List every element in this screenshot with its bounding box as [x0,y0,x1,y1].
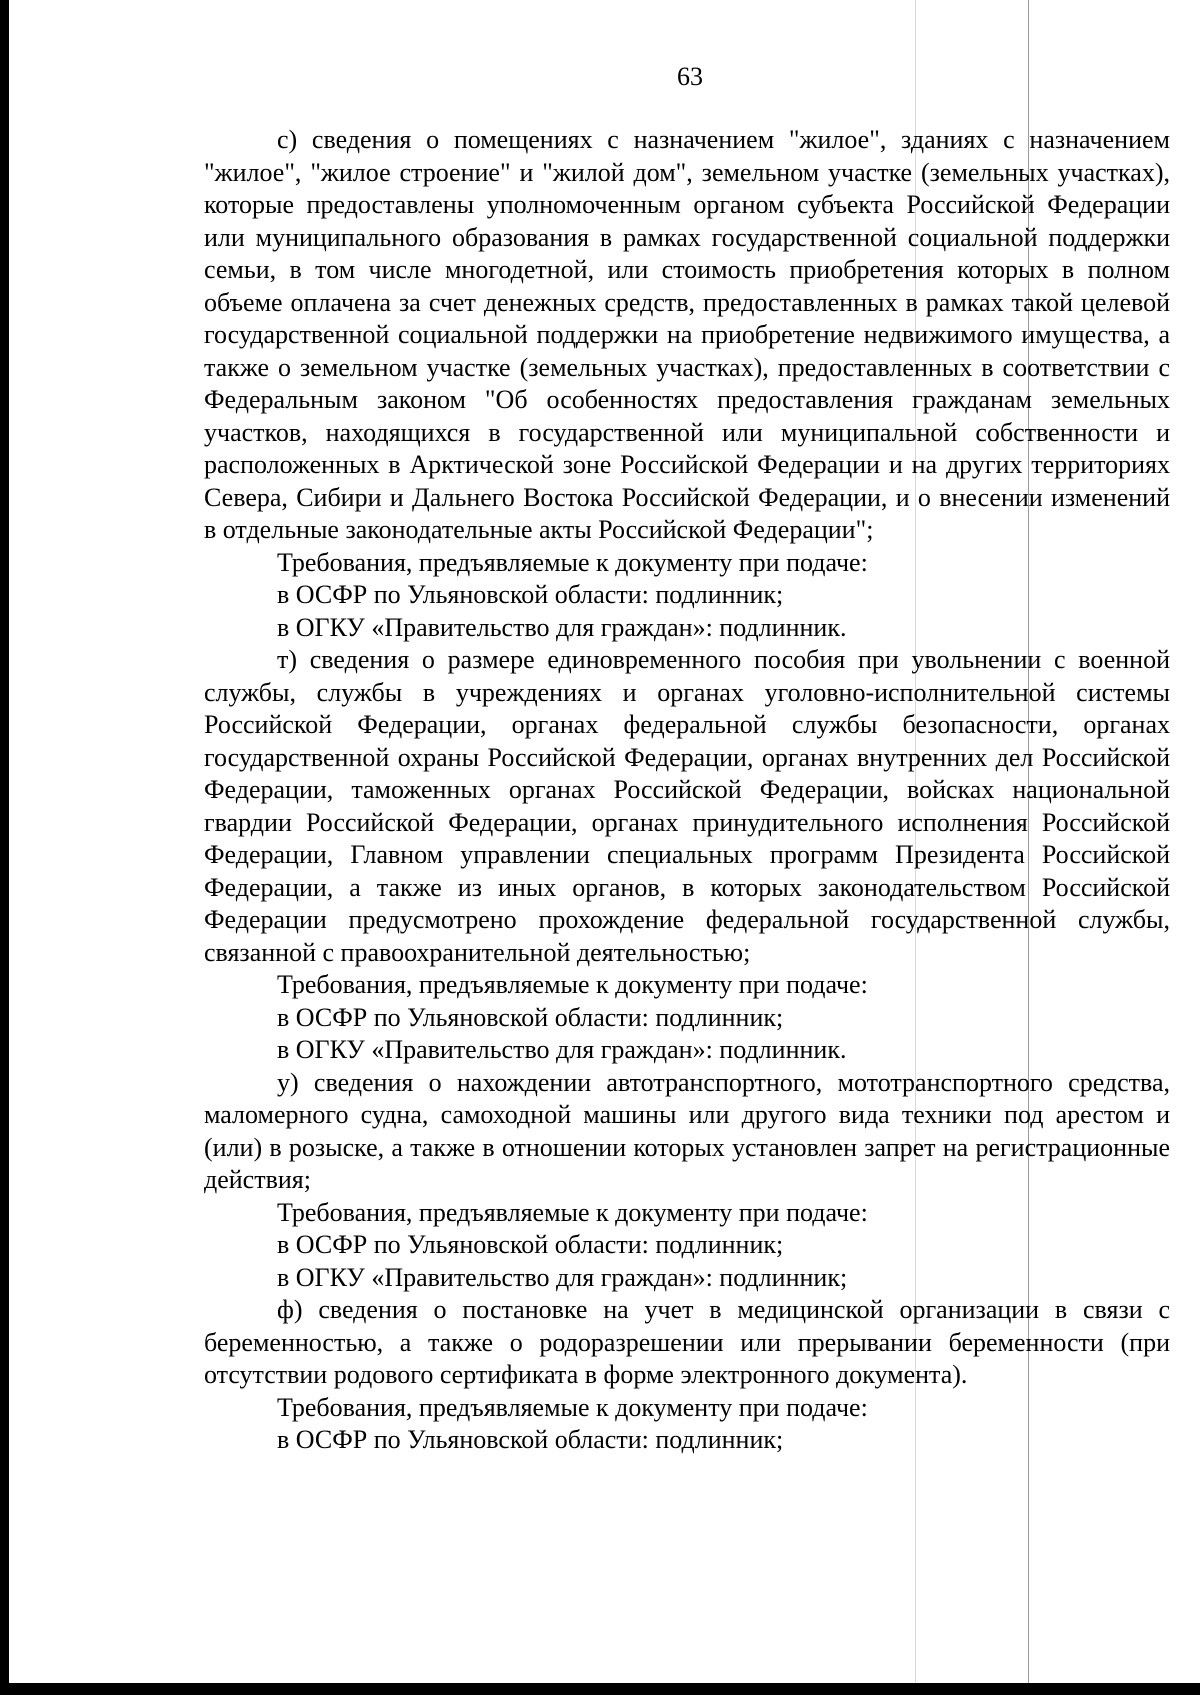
requirement-line: в ОСФР по Ульяновской области: подлинник; [277,580,784,609]
paragraph-item-s: с) сведения о помещениях с назначением "жилое", зданиях с назначением "жилое", "жилое строение" и "жилой дом", земельном участке (земельных участках), которые предоставлены уполномоченным органом субъекта Российской Федерации или муниципального образования в рамках государственной социальной поддержки семьи, в том числе многодетной, или стоимость приобретения которых в полном объеме оплачена за счет денежных средств, предоставленных в рамках такой целевой государственной социальной поддержки на приобретение недвижимого имущества, а также о земельном участке (земельных участках), предоставленных в соответствии с Федеральным законом "Об особенностях предоставления гражданам земельных участков, находящихся в государственной или муниципальной собственности и расположенных в Арктической зоне Российской Федерации и на других территориях Севера, Сибири и Дальнего Востока Российской Федерации, и о внесении изменений в отдельные законодательные акты Российской Федерации"; [204,125,1170,544]
page-number: 63 [677,62,703,91]
requirement-line: в ОСФР по Ульяновской области: подлинник; [277,1230,784,1259]
scan-border-bottom [0,1683,1200,1695]
paragraph-item-f: ф) сведения о постановке на учет в медицинской организации в связи с беременностью, а также о родоразрешении или прерывании беременности (при отсутствии родового сертификата в форме электронного документа). [204,1295,1170,1389]
requirements-heading: Требования, предъявляемые к документу при подаче: [277,970,868,999]
paragraph-item-u: у) сведения о нахождении автотранспортного, мототранспортного средства, маломерного судна, самоходной машины или другого вида техники под арестом и (или) в розыске, а также в отношении которых установлен запрет на регистрационные действия; [204,1067,1170,1194]
scan-border-left [0,0,9,1695]
requirement-line: в ОГКУ «Правительство для граждан»: подлинник. [277,612,847,642]
requirement-line: в ОСФР по Ульяновской области: подлинник; [277,1002,784,1032]
requirement-line: в ОГКУ «Правительство для граждан»: подлинник. [277,1035,847,1064]
requirements-heading: Требования, предъявляемые к документу при подаче: [277,547,868,577]
requirements-heading: Требования, предъявляемые к документу при подаче: [277,1197,868,1227]
document-body [204,124,1170,1457]
requirement-line: в ОСФР по Ульяновской области: подлинник; [277,1425,784,1454]
paragraph-item-t: т) сведения о размере единовременного пособия при увольнении с военной службы, службы в учреждениях и органах уголовно-исполнительной системы Российской Федерации, органах федеральной службы безопасности, органах государственной охраны Российской Федерации, органах внутренних дел Российской Федерации, таможенных органах Российской Федерации, войсках национальной гвардии Российской Федерации, органах принудительного исполнения Российской Федерации, Главном управлении специальных программ Президента Российской Федерации, а также из иных органов, в которых законодательством Российской Федерации предусмотрено прохождение федеральной государственной службы, связанной с правоохранительной деятельностью; [204,645,1170,967]
requirement-line: в ОГКУ «Правительство для граждан»: подлинник; [277,1262,848,1292]
requirements-heading: Требования, предъявляемые к документу при подаче: [277,1392,868,1422]
